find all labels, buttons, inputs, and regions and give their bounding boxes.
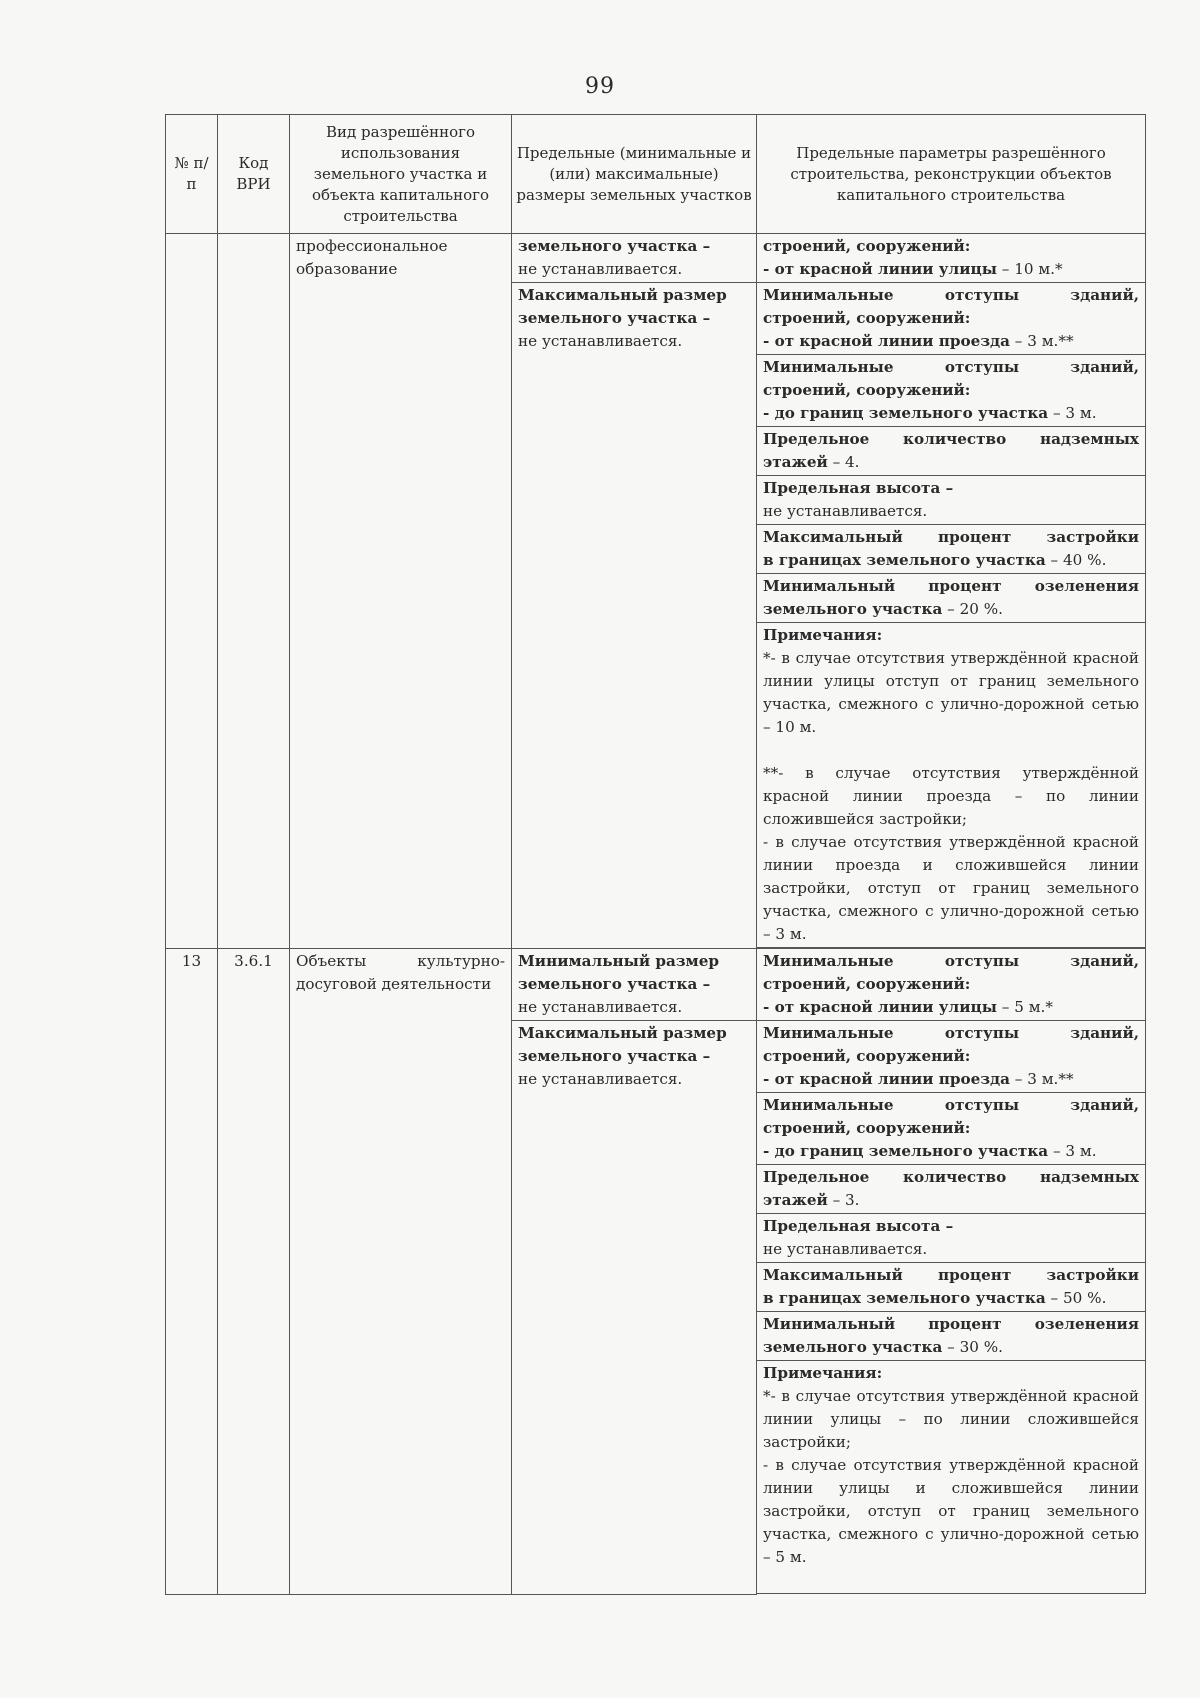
cell-use-cont: [290, 234, 512, 949]
param-heading: Предельное количество надземных: [763, 430, 1139, 448]
param-setbacks-boundary: [757, 355, 1146, 427]
param-setbacks-street: [757, 949, 1146, 1021]
param-heading: Минимальный процент озеленения: [763, 577, 1139, 595]
param-heading: Минимальные отступы зданий,: [763, 1024, 1139, 1042]
param-value: этажей – 3.: [763, 1191, 860, 1209]
size-label: земельного участка –: [518, 1047, 711, 1065]
param-notes: [757, 623, 1146, 948]
param-heading: Минимальные отступы зданий,: [763, 1096, 1139, 1114]
param-setbacks-street: [757, 234, 1146, 283]
param-height: [757, 1214, 1146, 1263]
param-value: земельного участка – 30 %.: [763, 1338, 1004, 1356]
size-label: Минимальный размер: [518, 952, 720, 970]
param-text: строений, сооружений:: [763, 1119, 971, 1137]
param-heading: Предельное количество надземных: [763, 1168, 1139, 1186]
param-heading: Максимальный процент застройки: [763, 528, 1139, 546]
table-header-row: [166, 115, 1146, 234]
param-setbacks-boundary: [757, 1093, 1146, 1165]
param-value: - до границ земельного участка – 3 м.: [763, 404, 1097, 422]
header-params: Предельные параметры разрешённого строительства, реконструкции объектов капитального строительства: [757, 115, 1146, 234]
param-coverage: [757, 525, 1146, 574]
table-row-continuation: [166, 234, 1146, 283]
param-value: - до границ земельного участка – 3 м.: [763, 1142, 1097, 1160]
cell-size-max-cont: [512, 283, 757, 949]
note-text: - в случае отсутствия утверждённой красной линии улицы и сложившейся линии застройки, отступ от границ земельного участка, смежного с улично-дорожной сетью – 5 м.: [763, 1456, 1139, 1566]
param-greening: [757, 1312, 1146, 1361]
param-heading: Минимальные отступы зданий,: [763, 286, 1139, 304]
param-value: не устанавливается.: [763, 1240, 928, 1258]
param-heading: Минимальные отступы зданий,: [763, 358, 1139, 376]
header-sizes: Предельные (минимальные и (или) максимальные) размеры земельных участков: [512, 115, 757, 234]
size-value: не устанавливается.: [518, 1070, 683, 1088]
cell-size-min: [512, 949, 757, 1021]
cell-use: Объекты культурно-досуговой деятельности: [290, 949, 512, 1595]
param-value: этажей – 4.: [763, 453, 860, 471]
note-text: **- в случае отсутствия утверждённой красной линии проезда – по линии сложившейся застройки;: [763, 764, 1139, 828]
param-coverage: [757, 1263, 1146, 1312]
param-value: - от красной линии улицы – 5 м.*: [763, 998, 1053, 1016]
param-text: строений, сооружений:: [763, 381, 971, 399]
param-heading: Максимальный процент застройки: [763, 1266, 1139, 1284]
cell-code-cont: [218, 234, 290, 949]
param-text: строений, сооружений:: [763, 309, 971, 327]
use-line: образование: [296, 260, 398, 278]
param-value: - от красной линии проезда – 3 м.**: [763, 332, 1074, 350]
param-value: в границах земельного участка – 40 %.: [763, 551, 1107, 569]
param-text: строений, сооружений:: [763, 975, 971, 993]
param-setbacks-driveway: [757, 1021, 1146, 1093]
param-setbacks-driveway: [757, 283, 1146, 355]
page-number: 99: [585, 74, 615, 99]
table-row-13: [166, 949, 1146, 1021]
param-value: не устанавливается.: [763, 502, 928, 520]
param-heading: Минимальный процент озеленения: [763, 1315, 1139, 1333]
param-greening: [757, 574, 1146, 623]
size-value: не устанавливается.: [518, 332, 683, 350]
header-code: Код ВРИ: [218, 115, 290, 234]
param-notes: [757, 1361, 1146, 1594]
size-label: земельного участка –: [518, 975, 711, 993]
size-value: не устанавливается.: [518, 260, 683, 278]
notes-title: Примечания:: [763, 626, 883, 644]
notes-title: Примечания:: [763, 1364, 883, 1382]
note-text: *- в случае отсутствия утверждённой красной линии улицы – по линии сложившейся застройки;: [763, 1387, 1139, 1451]
size-label: Максимальный размер: [518, 286, 727, 304]
cell-num-cont: [166, 234, 218, 949]
size-label: Максимальный размер: [518, 1024, 727, 1042]
param-value: земельного участка – 20 %.: [763, 600, 1004, 618]
zoning-table: [165, 114, 1146, 1595]
note-text: *- в случае отсутствия утверждённой красной линии улицы отступ от границ земельного участка, смежного с улично-дорожной сетью – 10 м.: [763, 649, 1139, 736]
param-height: [757, 476, 1146, 525]
size-label: земельного участка –: [518, 237, 711, 255]
param-floors: [757, 427, 1146, 476]
param-text: строений, сооружений:: [763, 237, 971, 255]
cell-size-min-cont: [512, 234, 757, 283]
param-text: строений, сооружений:: [763, 1047, 971, 1065]
param-value: в границах земельного участка – 50 %.: [763, 1289, 1107, 1307]
param-heading: Предельная высота –: [763, 479, 954, 497]
size-label: земельного участка –: [518, 309, 711, 327]
param-value: - от красной линии улицы – 10 м.*: [763, 260, 1063, 278]
param-heading: Предельная высота –: [763, 1217, 954, 1235]
param-heading: Минимальные отступы зданий,: [763, 952, 1139, 970]
note-text: - в случае отсутствия утверждённой красной линии проезда и сложившейся линии застройки, отступ от границ земельного участка, смежного с улично-дорожной сетью – 3 м.: [763, 833, 1139, 943]
param-value: - от красной линии проезда – 3 м.**: [763, 1070, 1074, 1088]
use-line: профессиональное: [296, 237, 448, 255]
cell-size-max: [512, 1021, 757, 1595]
param-floors: [757, 1165, 1146, 1214]
cell-num: 13: [166, 949, 218, 1595]
header-use: Вид разрешённого использования земельного участка и объекта капитального строительства: [290, 115, 512, 234]
header-num: № п/п: [166, 115, 218, 234]
size-value: не устанавливается.: [518, 998, 683, 1016]
cell-code: 3.6.1: [218, 949, 290, 1595]
